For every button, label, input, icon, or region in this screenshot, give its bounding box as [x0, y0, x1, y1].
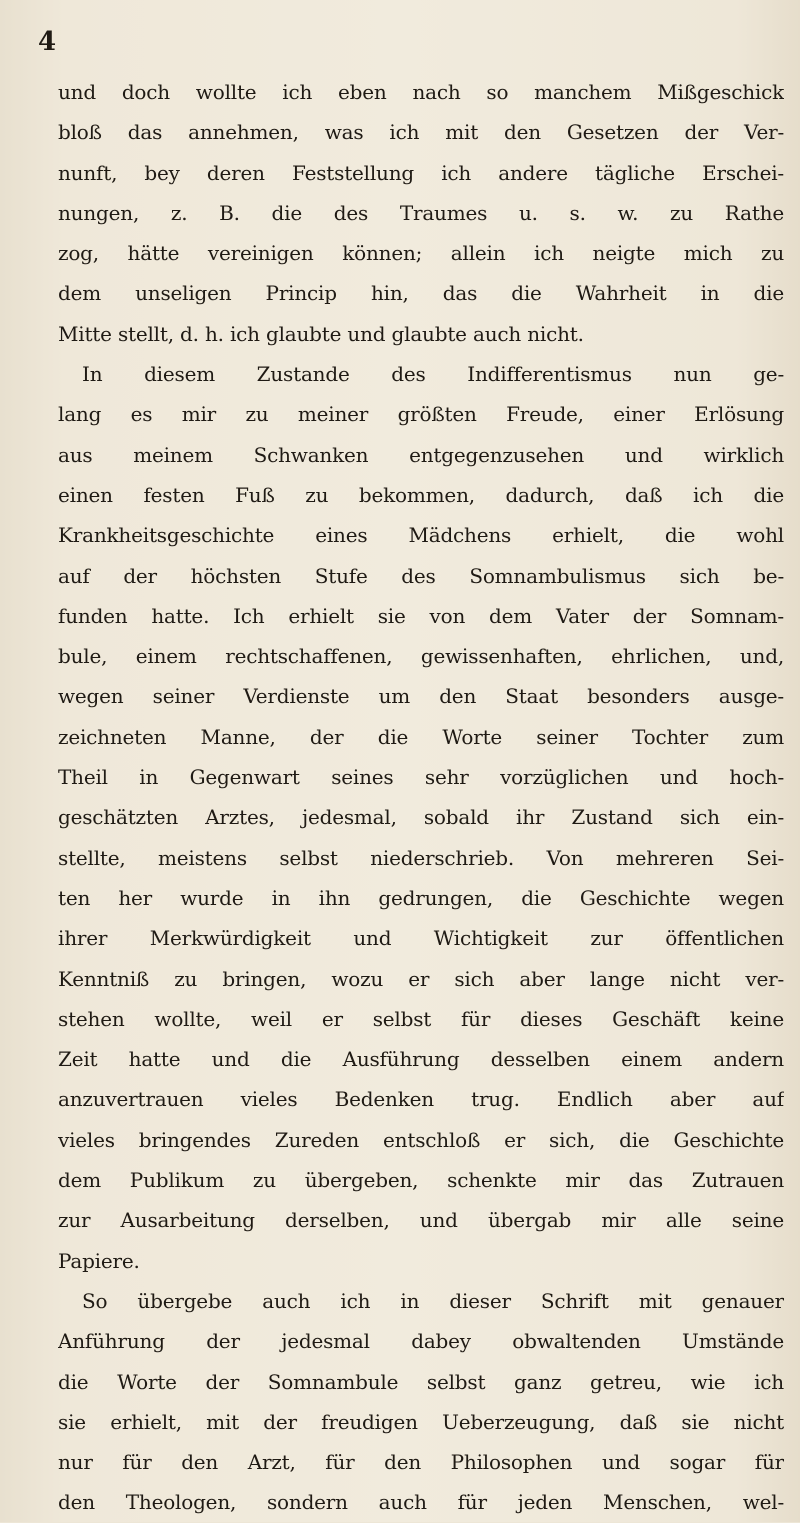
text-line: dem unseligen Princip hin, das die Wahrheit in die — [58, 281, 784, 306]
text-line: auf der höchsten Stufe des Somnambulismus sich be- — [58, 563, 784, 588]
text-line: Kenntniß zu bringen, wozu er sich aber lange nicht ver- — [58, 966, 784, 991]
text-line: zog, hätte vereinigen können; allein ich neigte mich zu — [58, 241, 784, 266]
text-line: den Theologen, sondern auch für jeden Menschen, wel- — [58, 1490, 784, 1515]
text-line: und doch wollte ich eben nach so manchem Mißgeschick — [58, 80, 784, 104]
text-line: dem Publikum zu übergeben, schenkte mir das Zutrauen — [58, 1168, 784, 1193]
text-line: Krankheitsgeschichte eines Mädchens erhielt, die wohl — [58, 523, 784, 548]
text-line: Papiere. — [58, 1248, 140, 1273]
text-line: vieles bringendes Zureden entschloß er sich, die Geschichte — [58, 1127, 784, 1152]
page-number: 4 — [38, 27, 57, 57]
text-line: stehen wollte, weil er selbst für dieses Geschäft keine — [58, 1006, 784, 1031]
text-line: zeichneten Manne, der die Worte seiner Tochter zum — [58, 724, 784, 749]
text-line: bloß das annehmen, was ich mit den Gesetzen der Ver- — [58, 120, 784, 145]
text-line: einen festen Fuß zu bekommen, dadurch, daß ich die — [58, 482, 784, 507]
text-line: Mitte stellt, d. h. ich glaubte und glaubte auch nicht. — [58, 321, 584, 346]
text-line: So übergebe auch ich in dieser Schrift mit genauer — [82, 1288, 784, 1313]
text-line: aus meinem Schwanken entgegenzusehen und wirklich — [58, 442, 784, 467]
text-line: In diesem Zustande des Indifferentismus nun ge- — [82, 362, 784, 387]
text-line: wegen seiner Verdienste um den Staat besonders ausge- — [58, 684, 784, 709]
text-line: anzuvertrauen vieles Bedenken trug. Endlich aber auf — [58, 1087, 784, 1112]
text-line: nunft, bey deren Feststellung ich andere tägliche Erschei- — [58, 160, 784, 185]
text-line: Theil in Gegenwart seines sehr vorzüglichen und hoch- — [58, 765, 784, 790]
text-line: geschätzten Arztes, jedesmal, sobald ihr Zustand sich ein- — [58, 805, 784, 830]
text-line: die Worte der Somnambule selbst ganz getreu, wie ich — [58, 1369, 784, 1394]
text-line: funden hatte. Ich erhielt sie von dem Vater der Somnam- — [58, 603, 784, 628]
text-line: zur Ausarbeitung derselben, und übergab mir alle seine — [58, 1208, 784, 1233]
text-line: sie erhielt, mit der freudigen Ueberzeugung, daß sie nicht — [58, 1409, 784, 1434]
text-line: ihrer Merkwürdigkeit und Wichtigkeit zur öffentlichen — [58, 926, 784, 951]
text-line: stellte, meistens selbst niederschrieb. Von mehreren Sei- — [58, 845, 784, 870]
text-line: bule, einem rechtschaffenen, gewissenhaften, ehrlichen, und, — [58, 644, 784, 669]
text-line: Anführung der jedesmal dabey obwaltenden Umstände — [58, 1329, 784, 1354]
text-line: nungen, z. B. die des Traumes u. s. w. zu Rathe — [58, 200, 784, 225]
text-line: ten her wurde in ihn gedrungen, die Geschichte wegen — [58, 885, 784, 910]
text-line: nur für den Arzt, für den Philosophen und sogar für — [58, 1450, 784, 1475]
body-text — [58, 72, 784, 1523]
text-line: Zeit hatte und die Ausführung desselben einem andern — [58, 1047, 784, 1072]
text-line: lang es mir zu meiner größten Freude, einer Erlösung — [58, 402, 784, 427]
